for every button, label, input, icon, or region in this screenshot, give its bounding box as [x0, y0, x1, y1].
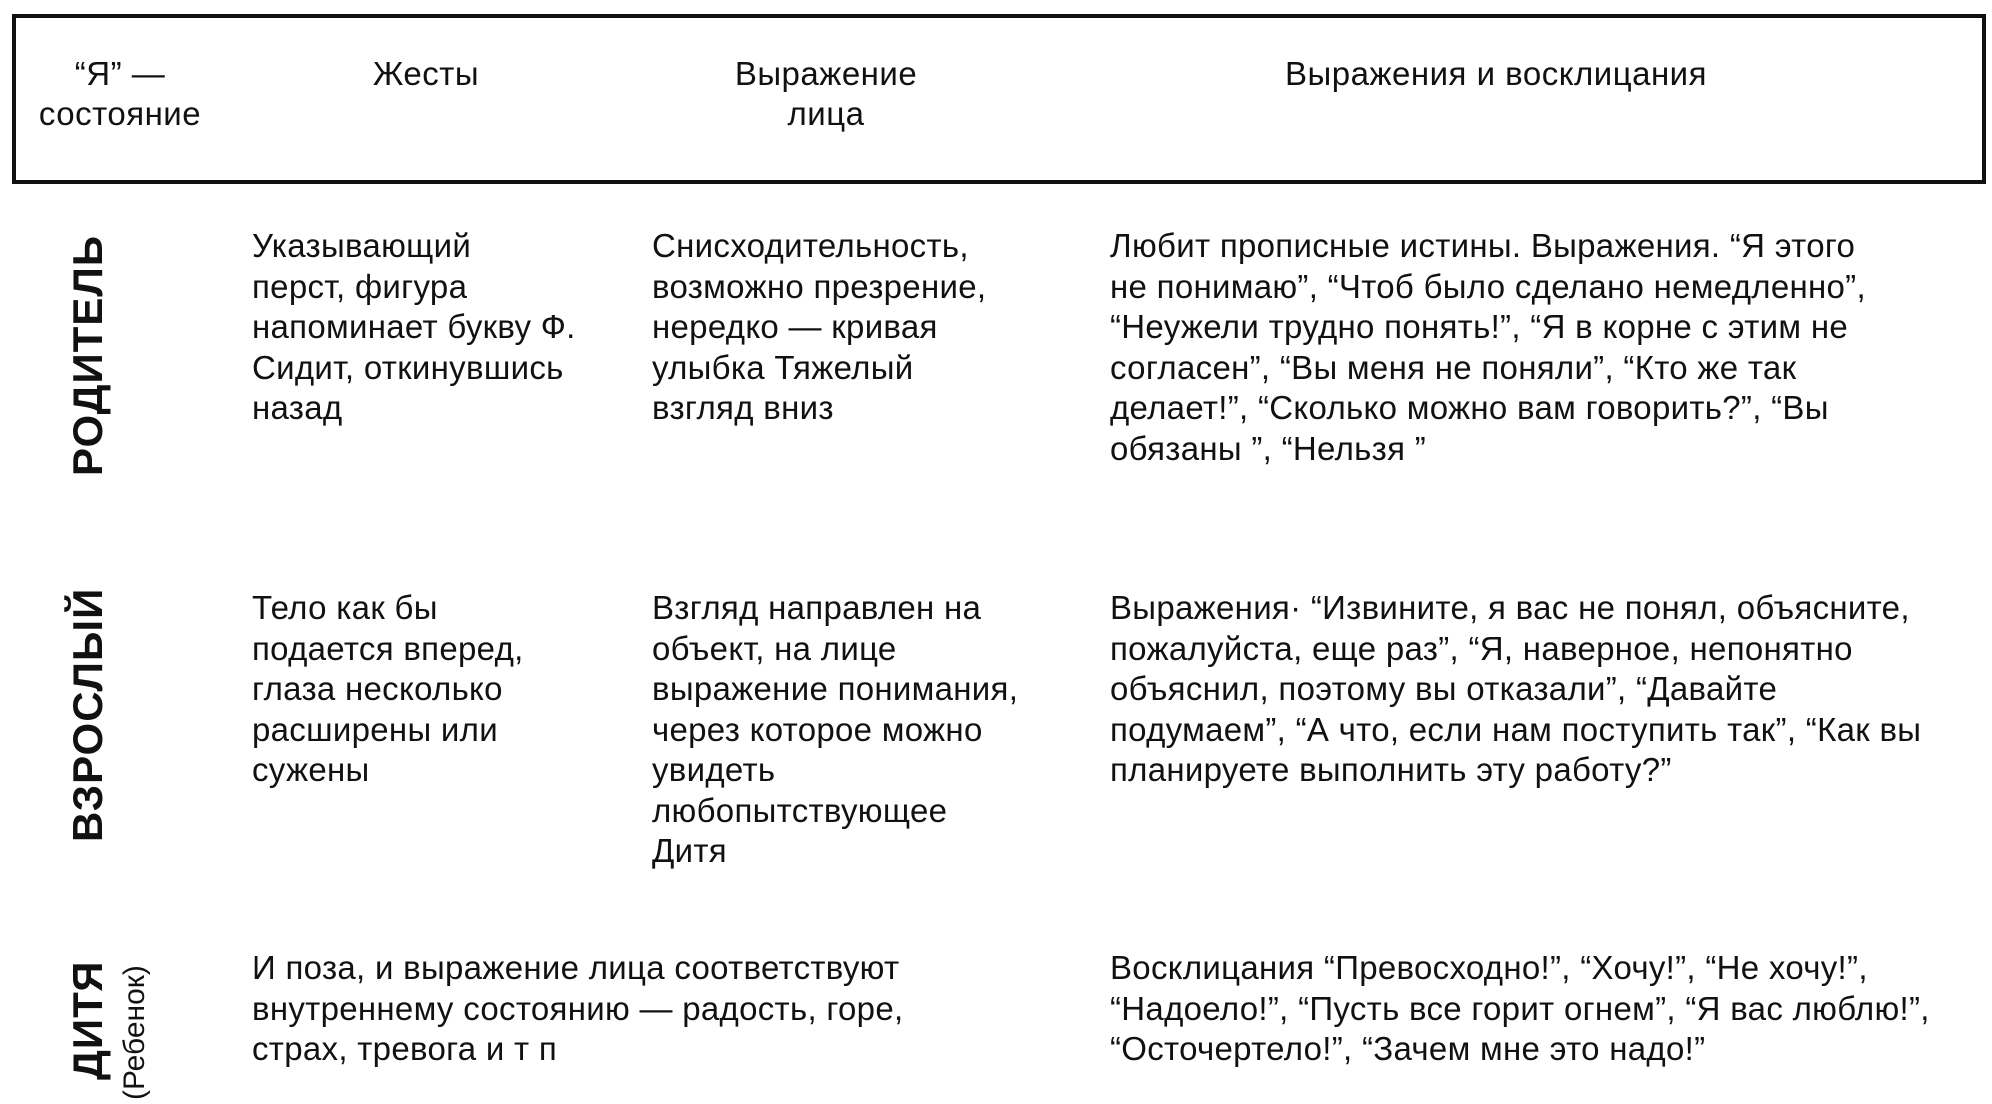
table-header: [12, 14, 1986, 184]
parent-expressions: Любит прописные истины. Выражения. “Я этого не понимаю”, “Чтоб было сделано немедленно”, “Неужели трудно понять!”, “Я в корне с этим не согласен”, “Вы меня не поняли”, “Кто же так делает!”, “Сколько можно вам говорить?”, “Вы обязаны ”, “Нельзя ”: [1110, 227, 1866, 467]
row-label-parent: РОДИТЕЛЬ: [64, 234, 111, 476]
row-label-adult: ВЗРОСЛЫЙ: [64, 587, 111, 842]
row-sublabel-child: (Ребенок): [118, 965, 151, 1100]
header-gestures: Жесты: [372, 55, 480, 92]
header-facial-expression: Выражение лица: [734, 55, 918, 132]
row-label-child: ДИТЯ: [64, 960, 111, 1080]
child-expressions: Восклицания “Превосходно!”, “Хочу!”, “Не хочу!”, “Надоело!”, “Пусть все горит огнем”, “Я вас люблю!”, “Осточертело!”, “Зачем мне это надо!”: [1110, 949, 1930, 1067]
adult-gestures: Тело как бы подается вперед, глаза несколько расширены или сужены: [252, 589, 524, 788]
parent-gestures: Указывающий перст, фигура напоминает букву Ф. Сидит, откинувшись назад: [252, 227, 576, 426]
header-expressions: Выражения и восклицания: [1285, 55, 1707, 92]
header-ego-state: “Я” — состояние: [38, 55, 202, 132]
adult-expressions: Выражения· “Извините, я вас не понял, объясните, пожалуйста, еще раз”, “Я, наверное, непонятно объяснил, поэтому вы отказали”, “Давайте подумаем”, “А что, если нам поступить так”, “Как вы планируете выполнить эту работу?”: [1110, 589, 1922, 788]
adult-face: Взгляд направлен на объект, на лице выражение понимания, через которое можно увидеть любопытствующее Дитя: [652, 589, 1019, 869]
parent-face: Снисходительность, возможно презрение, нередко — кривая улыбка Тяжелый взгляд вниз: [652, 227, 987, 426]
child-gestures-face: И поза, и выражение лица соответствуют внутреннему состоянию — радость, горе, страх, тревога и т п: [252, 949, 904, 1067]
